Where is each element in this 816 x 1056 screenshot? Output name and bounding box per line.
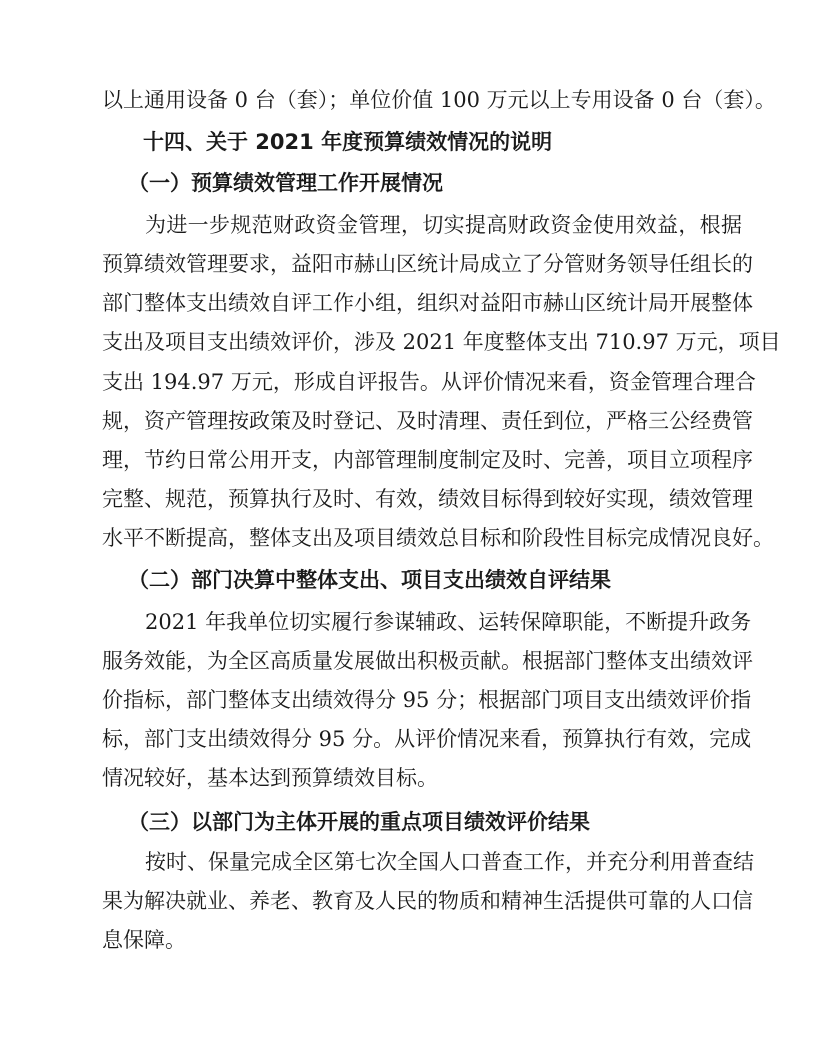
text-line: 按时、保量完成全区第七次全国人口普查工作，并充分利用普查结 bbox=[145, 850, 754, 874]
text-line: 完整、规范，预算执行及时、有效，绩效目标得到较好实现，绩效管理 bbox=[102, 487, 753, 511]
text-line: 息保障。 bbox=[102, 928, 186, 952]
text-line: 预算绩效管理要求，益阳市赫山区统计局成立了分管财务领导任组长的 bbox=[102, 252, 753, 276]
text-line: 水平不断提高，整体支出及项目绩效总目标和阶段性目标完成情况良好。 bbox=[102, 526, 774, 550]
text-line: 理，节约日常公用开支，内部管理制度制定及时、完善，项目立项程序 bbox=[102, 448, 753, 472]
text-line: 标，部门支出绩效得分 95 分。从评价情况来看，预算执行有效，完成 bbox=[102, 727, 752, 751]
text-line: 为进一步规范财政资金管理，切实提高财政资金使用效益，根据 bbox=[145, 213, 742, 237]
text-line: 2021 年我单位切实履行参谋辅政、运转保障职能，不断提升政务 bbox=[145, 610, 752, 634]
text-line: 规，资产管理按政策及时登记、及时清理、责任到位，严格三公经费管 bbox=[102, 409, 753, 433]
text-line: 服务效能，为全区高质量发展做出积极贡献。根据部门整体支出绩效评 bbox=[102, 649, 753, 673]
text-line: 果为解决就业、养老、教育及人民的物质和精神生活提供可靠的人口信 bbox=[102, 889, 753, 913]
section-heading: （三）以部门为主体开展的重点项目绩效评价结果 bbox=[128, 810, 590, 834]
text-line: 价指标，部门整体支出绩效得分 95 分；根据部门项目支出绩效评价指 bbox=[102, 688, 752, 712]
text-line: 以上通用设备 0 台（套）；单位价值 100 万元以上专用设备 0 台（套）。 bbox=[102, 88, 776, 112]
section-heading: （一）预算绩效管理工作开展情况 bbox=[128, 171, 443, 195]
text-line: 部门整体支出绩效自评工作小组，组织对益阳市赫山区统计局开展整体 bbox=[102, 291, 753, 315]
text-line: 支出及项目支出绩效评价，涉及 2021 年度整体支出 710.97 万元，项目 bbox=[102, 330, 781, 354]
text-line: 支出 194.97 万元，形成自评报告。从评价情况来看，资金管理合理合 bbox=[102, 370, 756, 394]
text-line: 情况较好，基本达到预算绩效目标。 bbox=[102, 766, 438, 790]
section-heading: 十四、关于 2021 年度预算绩效情况的说明 bbox=[143, 130, 553, 154]
section-heading: （二）部门决算中整体支出、项目支出绩效自评结果 bbox=[128, 568, 611, 592]
